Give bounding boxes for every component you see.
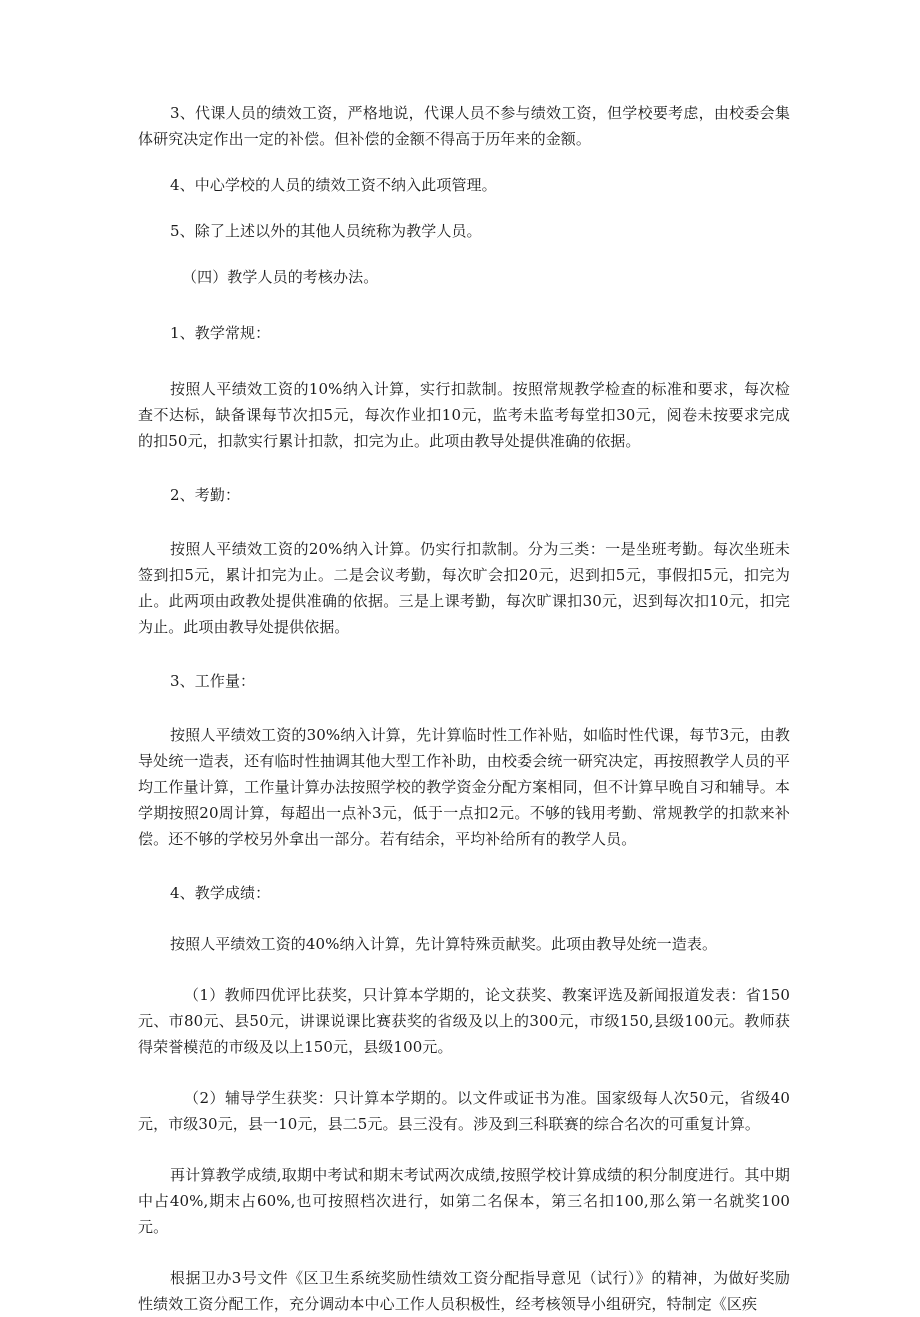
section-heading-assessment: （四）教学人员的考核办法。 — [182, 268, 379, 286]
paragraph-attendance: 按照人平绩效工资的20%纳入计算。仍实行扣款制。分为三类：一是坐班考勤。每次坐班未签到扣5元，累计扣完为止。二是会议考勤，每次旷会扣20元，迟到扣5元，事假扣5元，扣完为止。此两项由政教处提供准确的依据。三是上课考勤，每次旷课扣30元，迟到每次扣10元，扣完为止。此项由教导处提供依据。 — [138, 540, 790, 636]
paragraph-exam-results: 再计算教学成绩,取期中考试和期末考试两次成绩,按照学校计算成绩的积分制度进行。其中期中占40%,期末占60%,也可按照档次进行，如第二名保本，第三名扣100,那么第一名就奖100元。 — [138, 1166, 790, 1236]
paragraph-substitute-teacher-pay: 3、代课人员的绩效工资，严格地说，代课人员不参与绩效工资，但学校要考虑，由校委会集体研究决定作出一定的补偿。但补偿的金额不得高于历年来的金额。 — [138, 104, 790, 148]
paragraph-teaching-routine: 按照人平绩效工资的10%纳入计算，实行扣款制。按照常规教学检查的标准和要求，每次检查不达标，缺备课每节次扣5元，每次作业扣10元，监考未监考每堂扣30元，阅卷未按要求完成的扣50元，扣款实行累计扣款，扣完为止。此项由教导处提供准确的依据。 — [138, 380, 790, 450]
paragraph-central-school: 4、中心学校的人员的绩效工资不纳入此项管理。 — [170, 176, 497, 194]
paragraph-teacher-awards: （1）教师四优评比获奖，只计算本学期的，论文获奖、教案评选及新闻报道发表：省150元、市80元、县50元，讲课说课比赛获奖的省级及以上的300元，市级150,县级100元。教师获得荣誉模范的市级及以上150元，县级100元。 — [138, 986, 790, 1056]
heading-teaching-routine: 1、教学常规： — [170, 324, 271, 342]
paragraph-teaching-staff: 5、除了上述以外的其他人员统称为教学人员。 — [170, 222, 482, 240]
paragraph-workload: 按照人平绩效工资的30%纳入计算，先计算临时性工作补贴，如临时性代课，每节3元，由教导处统一造表，还有临时性抽调其他大型工作补助，由校委会统一研究决定，再按照教学人员的平均工作量计算，工作量计算办法按照学校的教学资金分配方案相同，但不计算早晚自习和辅导。本学期按照20周计算，每超出一点补3元，低于一点扣2元。不够的钱用考勤、常规教学的扣款来补偿。还不够的学校另外拿出一部分。若有结余，平均补给所有的教学人员。 — [138, 726, 790, 848]
heading-teaching-results: 4、教学成绩： — [170, 884, 271, 902]
heading-workload: 3、工作量： — [170, 672, 256, 690]
document-page — [138, 100, 790, 1317]
paragraph-teaching-results: 按照人平绩效工资的40%纳入计算，先计算特殊贡献奖。此项由教导处统一造表。 — [170, 935, 718, 953]
paragraph-health-document: 根据卫办3号文件《区卫生系统奖励性绩效工资分配指导意见（试行）》的精神，为做好奖励性绩效工资分配工作，充分调动本中心工作人员积极性，经考核领导小组研究，特制定《区疾 — [138, 1269, 790, 1313]
heading-attendance: 2、考勤： — [170, 486, 241, 504]
paragraph-student-awards: （2）辅导学生获奖：只计算本学期的。以文件或证书为准。国家级每人次50元，省级40元，市级30元，县一10元，县二5元。县三没有。涉及到三科联赛的综合名次的可重复计算。 — [138, 1089, 790, 1133]
